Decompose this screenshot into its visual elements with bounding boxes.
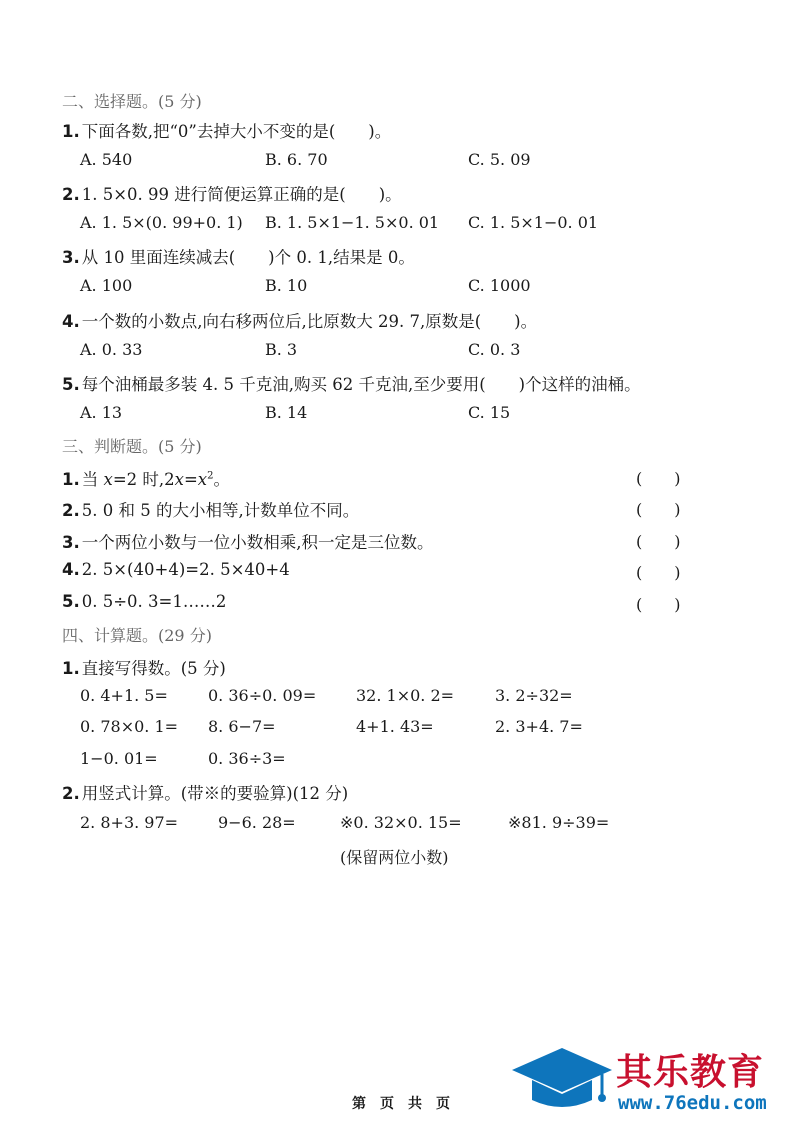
answer-parentheses[interactable]: ( ) <box>636 469 681 488</box>
choice-question-4: 4. 一个数的小数点,向右移两位后,比原数大 29. 7,原数是( )。 <box>62 312 538 331</box>
choice-option: A. 0. 33 <box>80 340 143 359</box>
choice-option: A. 13 <box>80 403 123 422</box>
judgement-item-2: 2. 5. 0 和 5 的大小相等,计数单位不同。 <box>62 501 360 520</box>
answer-parentheses[interactable]: ( ) <box>636 595 681 614</box>
mental-math-item: 32. 1×0. 2= <box>356 686 455 705</box>
graduation-cap-icon <box>508 1040 616 1116</box>
mental-math-item: 2. 3+4. 7= <box>495 717 583 736</box>
answer-parentheses[interactable]: ( ) <box>636 532 681 551</box>
mental-math-item: 3. 2÷32= <box>495 686 573 705</box>
vertical-calc-item: 2. 8+3. 97= <box>80 813 179 832</box>
mental-math-item: 0. 36÷3= <box>208 749 286 768</box>
choice-option: C. 5. 09 <box>468 150 531 169</box>
choice-option: C. 1. 5×1−0. 01 <box>468 213 599 232</box>
mental-math-item: 0. 78×0. 1= <box>80 717 179 736</box>
vertical-calc-item: 9−6. 28= <box>218 813 296 832</box>
judgement-item-5: 5. 0. 5÷0. 3=1……2 <box>62 592 227 611</box>
mental-math-item: 4+1. 43= <box>356 717 434 736</box>
choice-option: A. 540 <box>80 150 133 169</box>
calc-question-2: 2. 用竖式计算。(带※的要验算)(12 分) <box>62 784 349 803</box>
answer-parentheses[interactable]: ( ) <box>636 500 681 519</box>
choice-option: B. 1. 5×1−1. 5×0. 01 <box>265 213 440 232</box>
choice-option: B. 14 <box>265 403 308 422</box>
section-title-calculation: 四、计算题。(29 分) <box>62 626 212 645</box>
choice-question-1: 1. 下面各数,把“0”去掉大小不变的是( )。 <box>62 122 392 141</box>
judgement-item-1: 1. 当 x=2 时$,2x=x^2$。 <box>62 470 230 489</box>
judgement-item-4: 4. 2. 5×(40+4)=2. 5×40+4 <box>62 560 290 579</box>
mental-math-item: 0. 36÷0. 09= <box>208 686 317 705</box>
mental-math-item: 0. 4+1. 5= <box>80 686 168 705</box>
choice-question-5: 5. 每个油桶最多装 4. 5 千克油,购买 62 千克油,至少要用( )个这样的油桶。 <box>62 375 641 394</box>
rounding-note: (保留两位小数) <box>340 848 449 867</box>
choice-option: B. 10 <box>265 276 308 295</box>
section-title-judgement: 三、判断题。(5 分) <box>62 437 202 456</box>
choice-option: B. 6. 70 <box>265 150 328 169</box>
mental-math-item: 8. 6−7= <box>208 717 276 736</box>
choice-option: B. 3 <box>265 340 298 359</box>
vertical-calc-item: ※0. 32×0. 15= <box>340 813 462 832</box>
calc-question-1: 1. 直接写得数。(5 分) <box>62 659 226 678</box>
answer-parentheses[interactable]: ( ) <box>636 563 681 582</box>
choice-question-3: 3. 从 10 里面连续减去( )个 0. 1,结果是 0。 <box>62 248 415 267</box>
choice-option: A. 100 <box>80 276 133 295</box>
logo-name: 其乐教育 <box>616 1052 765 1093</box>
section-title-choice: 二、选择题。(5 分) <box>62 92 202 111</box>
logo-url: www.76edu.com <box>618 1092 767 1114</box>
judgement-item-3: 3. 一个两位小数与一位小数相乘,积一定是三位数。 <box>62 533 434 552</box>
choice-question-2: 2. 1. 5×0. 99 进行简便运算正确的是( )。 <box>62 185 402 204</box>
choice-option: A. 1. 5×(0. 99+0. 1) <box>80 213 243 232</box>
mental-math-item: 1−0. 01= <box>80 749 158 768</box>
vertical-calc-item: ※81. 9÷39= <box>508 813 610 832</box>
choice-option: C. 0. 3 <box>468 340 521 359</box>
logo <box>508 1040 793 1122</box>
choice-option: C. 1000 <box>468 276 531 295</box>
page-footer: 第 页 共 页 <box>352 1096 450 1112</box>
choice-option: C. 15 <box>468 403 511 422</box>
